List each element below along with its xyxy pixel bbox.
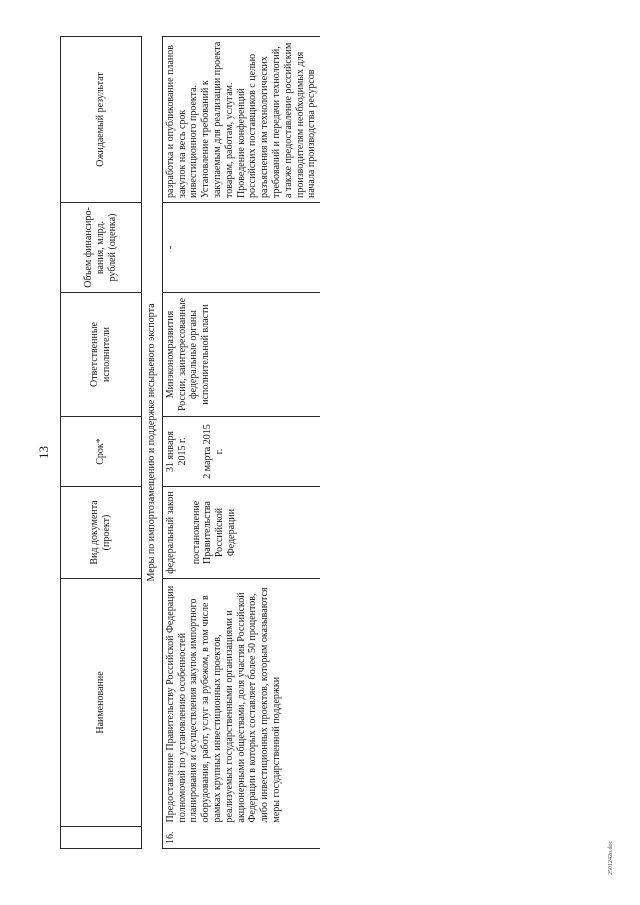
row-result: разработка и опубликование планов закупок на весь срок инвестиционного проекта. Установление требований к закупаемым для реализации проекта товарам, работам, услугам. Проведение конференций российских поставщиков с целью разъяснения им технологических требований и передачи технологий, а также предоставление российским производителям необходимых для начала производства ресурсов [162,37,320,203]
row-deadline-2: 2 марта 2015 г. [202,424,226,479]
row-deadline-1: 31 января 2015 г. [164,430,188,473]
table-header-row [61,37,142,849]
page-number: 13 [36,446,51,459]
header-deadline: Срок* [61,417,142,487]
row-deadline [162,417,320,487]
header-number [61,827,142,849]
header-funding: Объем финансиро-вания, млрд. рублей (оценка) [61,203,142,293]
header-executors: Ответственные исполнители [61,293,142,417]
section-title: Меры по импортозамещению и поддержке несырьевого экспорта [142,37,163,849]
header-name: Наименование [61,579,142,827]
header-result: Ожидаемый результат [61,37,142,203]
row-name: Предоставление Правительству Российской Федерации полномочий по установлению особенностей планирования и осуществления закупок импортного оборудования, работ, услуг за рубежом, в том числе в рамках крупных инвестиционных проектов, реализуемых государственными организациями и акционерными обществами, доля участия Российской Федерации в которых составляет более 50 процентов, либо инвестиционных проектов, которым оказываются меры государственной поддержки [162,579,320,827]
row-doc-type-1: федеральный закон [164,491,176,574]
header-doc-type: Вид документа (проект) [61,487,142,579]
footer-file-code: 2501242о.doc [608,840,614,875]
measures-table [60,36,320,849]
row-doc-type-2: постановление Правительства Российской Федерации [190,500,237,565]
section-row [142,37,163,849]
row-number: 16. [162,827,320,849]
row-executors: Минэкономразвития России, заинтересованные федеральные органы исполнительной власти [162,293,320,417]
table-row [162,37,320,849]
row-funding: - [162,203,320,293]
row-doc-type [162,487,320,579]
